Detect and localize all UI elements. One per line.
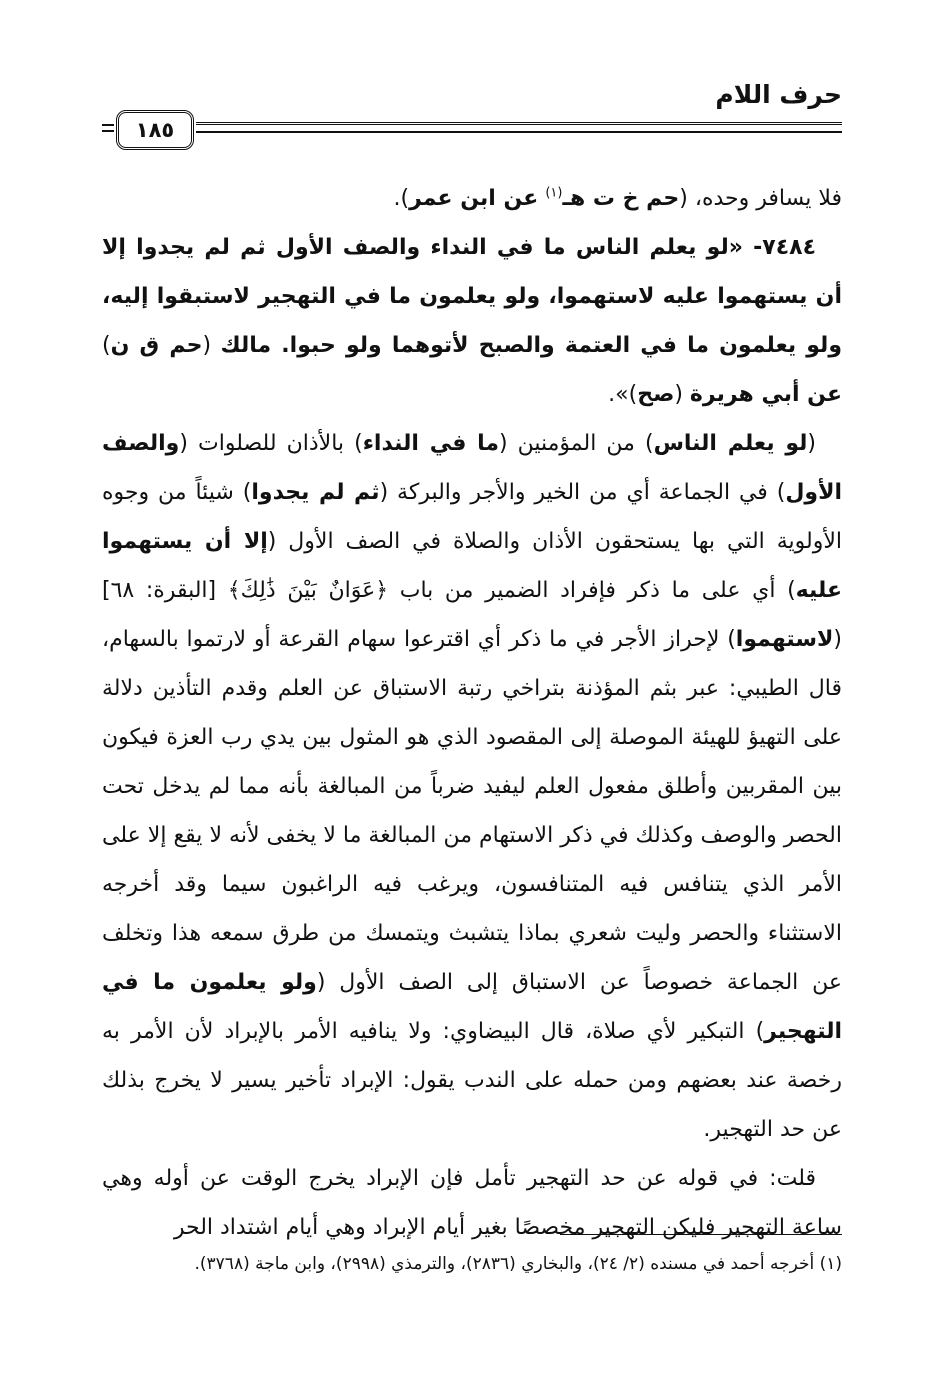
hadith-entry: [102, 223, 842, 419]
text: ) شيئاً من وجوه الأولوية التي بها يستحقون الأذان والصلاة في الصف الأول (: [102, 480, 842, 554]
header-rule-left: [102, 124, 114, 132]
source-codes: حم ق ن: [110, 333, 203, 358]
text: (: [674, 382, 690, 407]
text: ): [102, 333, 111, 358]
text: ) التبكير لأي صلاة، قال البيضاوي: ولا ينافيه الأمر بالإبراد لأن الأمر به رخصة عند بعضهم ومن حمله على الندب يقول: الإبراد تأخير يسير لا يخرج بذلك عن حد التهجير.: [102, 1019, 842, 1142]
paragraph-continuation: [102, 174, 842, 223]
footnote: (١) أخرجه أحمد في مسنده (٢/ ٢٤)، والبخاري (٢٨٣٦)، والترمذي (٢٩٩٨)، وابن ماجة (٣٧٦٨).: [194, 1254, 842, 1274]
quoted-phrase: ما في النداء: [362, 431, 499, 456]
quoted-phrase: لاستهموا: [735, 627, 834, 652]
text: ) من المؤمنين (: [498, 431, 654, 456]
header-rule: [196, 122, 842, 133]
text: فلا يسافر وحده، (: [679, 186, 842, 211]
text: ).: [393, 186, 410, 211]
running-head: حرف اللام: [715, 80, 842, 109]
text: (: [807, 431, 816, 456]
quoted-phrase: لو يعلم الناس: [653, 431, 808, 456]
grade: صح: [637, 382, 675, 407]
main-text: [102, 174, 842, 1252]
page-number: ١٨٥: [116, 110, 194, 150]
quoted-phrase: ثم لم يجدوا: [251, 480, 380, 505]
source-codes: حم خ ت هـ: [562, 186, 680, 211]
text: )».: [608, 382, 638, 407]
quoted-phrase: إلا أن يستهموا عليه: [102, 529, 842, 603]
text: قلت: في قوله عن حد التهجير تأمل فإن الإبراد يخرج الوقت عن أوله وهي ساعة التهجير فليكن التهجير مخصصًا بغير أيام الإبراد وهي أيام اشتداد الحر: [102, 1166, 842, 1240]
commentary-paragraph: [102, 1154, 842, 1252]
text: ) أي على ما ذكر فإفراد الضمير من باب ﴿عَوَانٌ بَيْنَ ذَٰلِكَ﴾ [البقرة: ٦٨] (: [102, 578, 842, 652]
text: ) لإحراز الأجر في ما ذكر أي اقترعوا سهام القرعة أو لارتموا بالسهام، قال الطيبي: عبر بثم المؤذنة بتراخي رتبة الاستباق عن العلم وقدم التأذين دلالة على التهيؤ للهيئة الموصلة إلى المقصود الذي هو المثول بين يدي رب العزة فيكون بين المقربين وأطلق مفعول العلم ليفيد ضرباً من المبالغة بأنه مما لم يدخل تحت الحصر والوصف وكذلك في ذكر الاستهام من المبالغة ما لا يخفى لأنه لا يقع إلا على الأمر الذي يتنافس فيه المتنافسون، ويرغب فيه الراغبون سيما وقد أخرجه الاستثناء والحصر وليت شعري بماذا يتشبث ويتمسك من طرق سمعه هذا وتخلف عن الجماعة خصوصاً عن الاستباق إلى الصف الأول (: [102, 627, 842, 995]
footnote-separator: [560, 1234, 842, 1235]
narrator: عن ابن عمر: [409, 186, 539, 211]
quoted-phrase: والصف الأول: [102, 431, 842, 505]
text: ) في الجماعة أي من الخير والأجر والبركة (: [379, 480, 786, 505]
footnote-marker[interactable]: (١): [545, 185, 563, 201]
commentary-paragraph: [102, 419, 842, 1154]
quoted-phrase: ولو يعلمون ما في التهجير: [102, 970, 842, 1044]
narrator: عن أبي هريرة: [689, 382, 842, 407]
text: ) بالأذان للصلوات (: [179, 431, 363, 456]
hadith-text: ٧٤٨٤- «لو يعلم الناس ما في النداء والصف الأول ثم لم يجدوا إلا أن يستهموا عليه لاستهموا، ولو يعلمون ما في التهجير لاستبقوا إليه، ولو يعلمون ما في العتمة والصبح لأتوهما ولو حبوا. مالك: [102, 235, 842, 358]
text: (: [202, 333, 221, 358]
